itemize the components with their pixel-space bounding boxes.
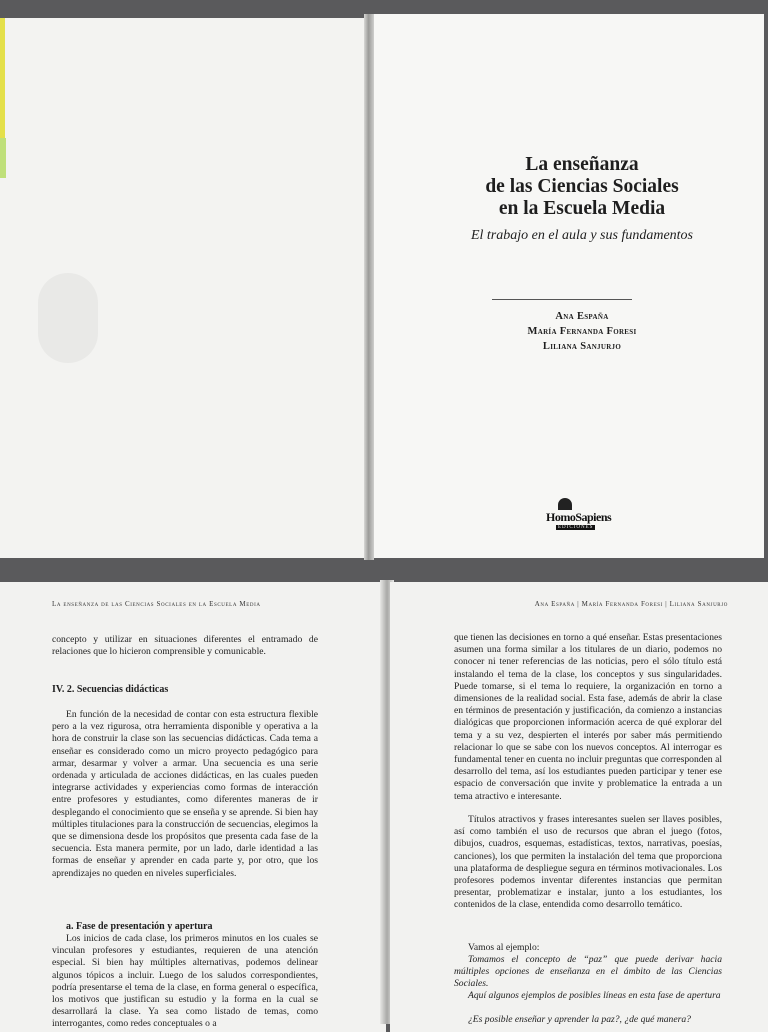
- subsection-heading: a. Fase de presentación y apertura: [66, 921, 213, 932]
- body-paragraph: Los inicios de cada clase, los primeros minutos en los cuales se vinculan profesores y estudiantes, requieren de una atención especial. Si bien hay múltiples alternativas, podemos delinear algunos tópicos a incluir. Luego de los saludos correspondientes, podría presentarse el tema de la clase, en forma general o específica, los motivos que justifican su estudio y la forma en la cual se desarrollará la clase. Ya sea como listado de temas, como interrogantes, como redes conceptuales o a: [52, 933, 318, 1030]
- book-title-line: La enseñanza: [525, 154, 639, 175]
- author-name: Ana España: [555, 311, 609, 322]
- author-list: [432, 309, 732, 354]
- example-text: ¿Es posible enseñar y aprender la paz?, ¿de qué manera?: [468, 1014, 691, 1025]
- title-page: [372, 14, 764, 558]
- blank-left-page: [0, 18, 366, 558]
- running-head: La enseñanza de las Ciencias Sociales en la Escuela Media: [52, 600, 261, 608]
- running-head: Ana España | María Fernanda Foresi | Liliana Sanjurjo: [534, 600, 728, 608]
- book-subtitle: El trabajo en el aula y sus fundamentos: [470, 228, 694, 243]
- section-heading: IV. 2. Secuencias didácticas: [52, 684, 169, 695]
- example-text: Tomamos el concepto de “paz” que puede derivar hacia múltiples opciones de enseñanza en el ámbito de las Ciencias Sociales.: [454, 954, 722, 990]
- author-name: María Fernanda Foresi: [527, 326, 637, 337]
- publisher-mark-icon: [558, 498, 572, 510]
- page-edge-tab: [0, 18, 5, 138]
- body-paragraph: que tienen las decisiones en torno a qué enseñar. Estas presentaciones asumen una forma similar a los titulares de un diario, podemos no conocer ni tener referencias de las noticias, pero el sólo título está instalando el tema de la clase, los conceptos y sus singularidades. Puede tomarse, si el tema lo requiere, la organización en torno a dimensiones de la realidad social. Esta fase, además de abrir la clase en términos de presentación y justificación, da comienzo a instancias dialógicas que proporcionen información acerca de qué explorar del tema y a su vez, despierten el interés por saber más permitiendo relacionar lo que se sabe con los nuevos conceptos. Al interrogar es fundamental tener en cuenta no incluir preguntas que corresponden al desarrollo del tema, así los estudiantes pueden participar y tener ese espacio de conversación que invite y problematice la entrada a un tema atractivo e interesante.: [454, 632, 722, 802]
- book-title: [432, 154, 732, 220]
- body-paragraph: En función de la necesidad de contar con esta estructura flexible pero a la vez rigurosa, otra herramienta disponible y operativa a la hora de construir la clase son las secuencias didácticas. Cada tema a enseñar es considerado como un micro proyecto pedagógico para armar, desarmar y volver a armar. Una secuencia es una serie ordenada y articulada de acciones didácticas, en las cuales pueden integrarse actividades y experiencias como formas de interacción entre profesores y estudiantes, como diferentes maneras de ir desplegando el conocimiento que se enseña y se aprende. Si bien hay múltiples titulaciones para la construcción de secuencias, elegimos la que se dimensiona desde los propósitos que presenta cada fase de la secuencia. Esta manera permite, por un lado, darle identidad a las formas de enseñar y aprender en cada parte y, por otro, que los aprendizajes no queden en niveles superficiales.: [52, 709, 318, 879]
- publisher-subtitle: EDICIONES: [558, 525, 594, 530]
- bleed-through-figure: [38, 273, 98, 363]
- example-intro: Vamos al ejemplo:: [468, 942, 540, 953]
- author-name: Liliana Sanjurjo: [542, 341, 622, 352]
- publisher-name: HomoSapiens: [546, 510, 612, 524]
- body-paragraph: Títulos atractivos y frases interesantes suelen ser llaves posibles, así como también el uso de recursos que abran el juego (fotos, dibujos, cuadros, esquemas, estadísticas, textos, narrativas, poesías, canciones), los que permiten la instalación del tema que proporciona una plataforma de despliegue segura en términos motivacionales. Los profesores podemos inventar diferentes instancias que permitan presentar, problematizar e instalar, junto a los estudiantes, los contenidos de la clase, entendida como desarrollo temático.: [454, 814, 722, 911]
- publisher-logo: [542, 498, 612, 534]
- divider: [492, 299, 632, 300]
- book-title-line: en la Escuela Media: [498, 198, 666, 219]
- intro-paragraph: concepto y utilizar en situaciones diferentes el entramado de relaciones que lo hicieron comprensible y comunicable.: [52, 634, 318, 658]
- example-text: Aquí algunos ejemplos de posibles líneas en esta fase de apertura: [468, 990, 721, 1001]
- right-text-page: [390, 582, 768, 1032]
- book-spine: [364, 14, 374, 560]
- left-text-page: [0, 582, 386, 1032]
- page-edge-tab: [0, 138, 6, 178]
- book-title-line: de las Ciencias Sociales: [485, 176, 679, 197]
